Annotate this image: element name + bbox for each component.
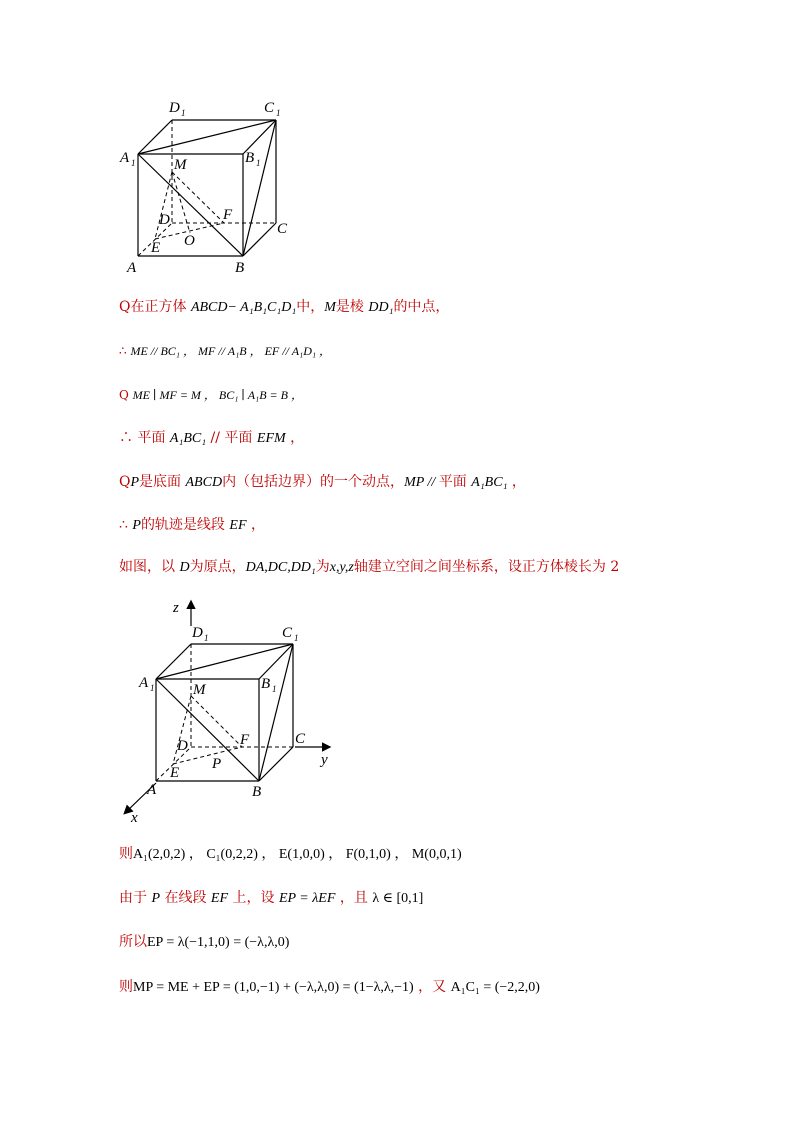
label-c: C xyxy=(277,221,288,237)
label-c1: C xyxy=(264,100,275,116)
text-seg: ， xyxy=(285,430,305,446)
math-seg: P xyxy=(151,891,161,906)
label-b: B xyxy=(252,784,262,800)
math-seg: MP // xyxy=(404,475,439,490)
text-seg: 则 xyxy=(119,979,133,995)
math-seg: P xyxy=(130,475,140,490)
text-seg: 上，设 xyxy=(228,890,279,906)
label-b1-sub: 1 xyxy=(272,684,277,694)
text-line-4 xyxy=(119,428,304,449)
label-c1: C xyxy=(282,625,293,641)
label-m: M xyxy=(174,157,187,173)
text-seg: 平面 xyxy=(137,430,170,446)
text-seg: 为 xyxy=(315,559,330,575)
therefore-symbol: ∴ xyxy=(119,517,128,533)
label-b: B xyxy=(235,260,245,276)
text-line-7 xyxy=(119,557,619,578)
text-seg: 中， xyxy=(296,299,325,315)
label-b1-sub: 1 xyxy=(256,158,261,168)
text-seg: ，且 xyxy=(335,890,373,906)
text-seg: 则 xyxy=(119,846,133,862)
math-seg: ME // BC₁ ， MF // A₁B ， EF // A₁D₁ ， xyxy=(130,344,332,358)
therefore-symbol: ∴ xyxy=(119,430,133,446)
label-o: O xyxy=(184,233,195,249)
label-f: F xyxy=(223,207,233,223)
text-seg: 的轨迹是线段 xyxy=(140,517,230,533)
text-seg: 是底面 xyxy=(139,474,186,490)
text-seg: 所以 xyxy=(119,934,147,950)
text-seg: 是棱 xyxy=(335,299,369,315)
label-b1: B xyxy=(261,676,271,692)
label-p: P xyxy=(212,756,222,772)
math-seg: λ ∈ [0,1] xyxy=(372,891,424,906)
math-seg: M xyxy=(324,300,336,315)
text-line-10 xyxy=(119,932,289,953)
math-seg: EF xyxy=(210,891,229,906)
text-line-3 xyxy=(119,385,303,405)
math-seg: D xyxy=(179,560,190,575)
math-seg: A₁C₁ = (−2,2,0) xyxy=(450,980,540,995)
math-seg: EP = λ(−1,1,0) = (−λ,λ,0) xyxy=(147,935,290,950)
label-x: x xyxy=(131,810,138,826)
label-d1: D xyxy=(169,100,180,116)
text-seg: 平面 xyxy=(438,474,472,490)
text-line-6 xyxy=(119,515,265,536)
math-seg: A₁BC₁ xyxy=(471,475,508,490)
text-line-5 xyxy=(119,472,526,493)
label-d1-sub: 1 xyxy=(181,108,186,118)
text-seg: ， xyxy=(507,474,526,490)
cube-diagram-1 xyxy=(115,92,305,277)
label-d1-sub: 1 xyxy=(204,633,209,643)
label-z: z xyxy=(173,600,179,616)
cube-figure-2 xyxy=(115,596,345,828)
math-seg: A₁(2,0,2) ， C₁(0,2,2) ， E(1,0,0) ， F(0,1,0) ， M(0,0,1) xyxy=(133,847,462,862)
label-a1-sub: 1 xyxy=(150,683,155,693)
label-c1-sub: 1 xyxy=(276,108,281,118)
label-m: M xyxy=(193,682,206,698)
text-line-2 xyxy=(119,341,331,361)
text-line-9 xyxy=(119,888,423,909)
text-seg: 轴建立空间之间坐标系，设正方体棱长为 2 xyxy=(353,559,620,575)
label-a1-sub: 1 xyxy=(131,158,136,168)
text-seg: ，又 xyxy=(413,979,451,995)
math-seg: DD₁ xyxy=(368,300,394,315)
math-seg: EFM xyxy=(256,431,286,446)
label-a1: A xyxy=(139,675,149,691)
text-seg: // 平面 xyxy=(206,430,257,446)
math-seg: EP = λEF xyxy=(278,891,336,906)
math-seg: MP = ME + EP = (1,0,−1) + (−λ,λ,0) = (1−λ,λ,−1) xyxy=(133,980,414,995)
math-seg: EF xyxy=(229,518,247,533)
because-symbol: Q xyxy=(119,299,131,315)
text-line-11 xyxy=(119,977,540,998)
label-a: A xyxy=(147,782,157,798)
label-d1: D xyxy=(192,625,203,641)
text-seg: 的中点， xyxy=(393,299,450,315)
math-seg: P xyxy=(132,518,141,533)
label-c: C xyxy=(295,731,306,747)
math-seg: A₁BC₁ xyxy=(169,431,207,446)
cube-diagram-2 xyxy=(115,596,345,828)
text-seg: 如图，以 xyxy=(119,559,180,575)
label-a: A xyxy=(127,260,137,276)
text-seg: 内（包括边界）的一个动点， xyxy=(222,474,405,490)
therefore-symbol: ∴ xyxy=(119,344,127,358)
label-f: F xyxy=(240,732,250,748)
text-seg: 在正方体 xyxy=(130,299,191,315)
math-seg: x,y,z xyxy=(329,560,354,575)
label-d: D xyxy=(159,212,170,228)
text-seg: 在线段 xyxy=(160,890,211,906)
math-seg: ABCD xyxy=(185,475,223,490)
label-e: E xyxy=(170,765,180,781)
text-seg: 由于 xyxy=(119,890,152,906)
math-seg: DA,DC,DD₁ xyxy=(245,560,316,575)
label-y: y xyxy=(321,752,328,768)
label-b1: B xyxy=(245,150,255,166)
text-line-8 xyxy=(119,844,462,865)
because-symbol: Q xyxy=(119,474,131,490)
text-seg: 为原点， xyxy=(189,559,246,575)
cube-figure-1 xyxy=(115,92,305,277)
math-seg: ME ∣ MF = M ， BC₁ ∣ A₁B = B ， xyxy=(132,388,303,402)
because-symbol: Q xyxy=(119,388,129,402)
label-e: E xyxy=(151,240,161,256)
label-d: D xyxy=(177,738,188,754)
label-a1: A xyxy=(120,150,130,166)
text-seg: ， xyxy=(246,517,265,533)
math-seg: ABCD− A₁B₁C₁D₁ xyxy=(190,300,297,315)
label-c1-sub: 1 xyxy=(294,633,299,643)
text-line-1 xyxy=(119,297,449,318)
